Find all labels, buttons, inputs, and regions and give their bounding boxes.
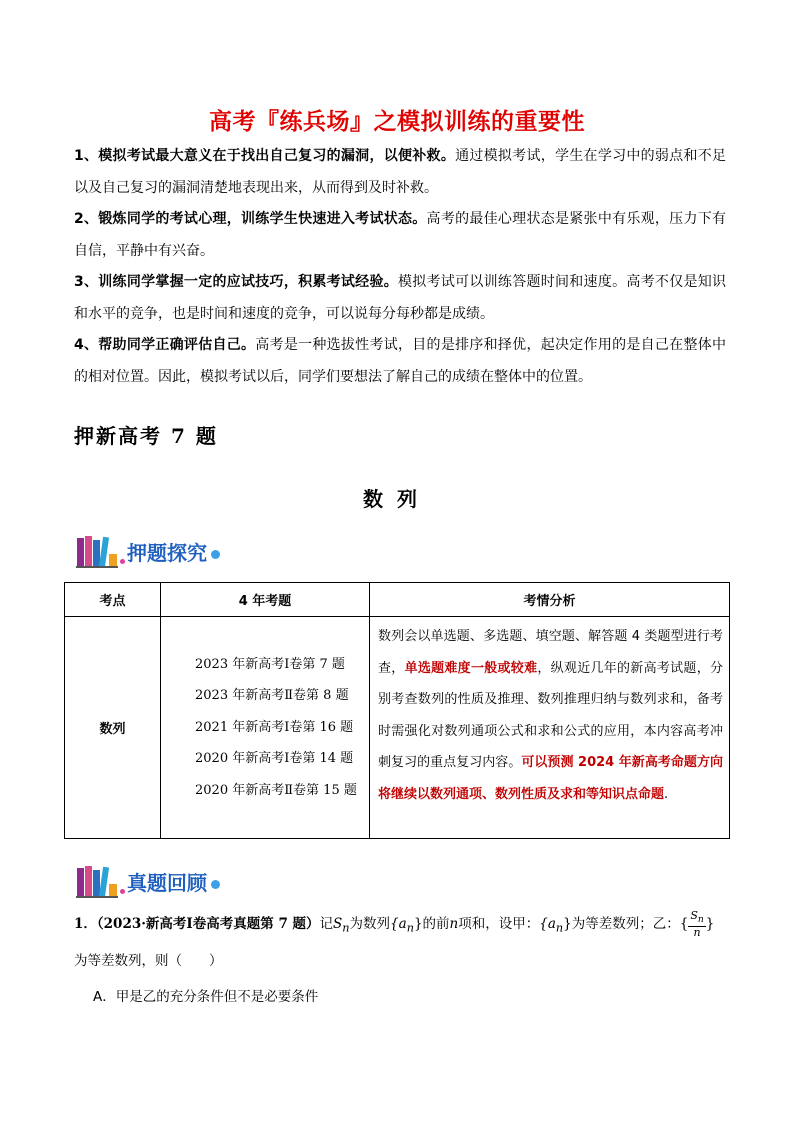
page-title: 高考『练兵场』之模拟训练的重要性 (209, 109, 585, 135)
table-row (65, 617, 730, 839)
list-item: 2023 年新高考Ⅱ卷第 8 题 (195, 688, 349, 704)
list-item: 2021 年新高考Ⅰ卷第 16 题 (195, 719, 354, 735)
years-cell (161, 617, 370, 839)
table-header: 4 年考题 (161, 583, 370, 617)
banner-prediction-label: 押题探究 (127, 541, 207, 565)
books-icon (76, 864, 118, 898)
list-item: 2023 年新高考Ⅰ卷第 7 题 (195, 656, 345, 672)
fraction: $\frac{S_n}{n}$ (690, 908, 704, 940)
question-1: 1．（2023·新高考Ⅰ卷高考真题第 7 题）记$S_n$为数列$\{a_n\}$的前n项和，设甲：$\{a_n\}$为等差数列；乙：{ $\frac{S_n}{n}$ }为等差数列，则（ ） (74, 908, 715, 969)
point-2: 2、锻炼同学的考试心理，训练学生快速进入考试状态。高考的最佳心理状态是紧张中有乐观，压力下有自信，平静中有兴奋。 (74, 211, 726, 259)
table-header: 考情分析 (370, 583, 730, 617)
analysis-text: 数列会以单选题、多选题、填空题、解答题 4 类题型进行考查，单选题难度一般或较难，纵观近几年的新高考试题，分别考查数列的性质及推理、数列推理归纳与数列求和，备考时需强化对数列通项公式和求和公式的应用，本内容高考冲刺复习的重点复习内容。可以预测 2024 年新高考命题方向将继续以数列通项、数列性质及求和等知识点命题. (378, 629, 723, 802)
analysis-cell (370, 617, 730, 839)
category-cell: 数列 (65, 617, 161, 839)
question-source: （2023·新高考Ⅰ卷高考真题第 7 题） (96, 916, 320, 932)
question-number: 1． (74, 916, 97, 932)
books-icon (76, 534, 118, 568)
dot-icon (120, 559, 125, 564)
topic-title: 数列 (363, 487, 431, 511)
importance-points (74, 141, 726, 393)
dot-icon (211, 550, 220, 559)
banner-past-questions-label: 真题回顾 (127, 871, 207, 895)
table-header-row (65, 583, 730, 617)
point-1: 1、模拟考试最大意义在于找出自己复习的漏洞，以便补救。通过模拟考试，学生在学习中的弱点和不足以及自己复习的漏洞清楚地表现出来，从而得到及时补救。 (74, 148, 726, 196)
table-header: 考点 (65, 583, 161, 617)
list-item: 2020 年新高考Ⅰ卷第 14 题 (195, 751, 354, 767)
option-a: A．甲是乙的充分条件但不是必要条件 (93, 989, 319, 1005)
dot-icon (211, 880, 220, 889)
dot-icon (120, 889, 125, 894)
banner-past-questions (76, 858, 220, 898)
section-heading: 押新高考 7 题 (74, 424, 218, 448)
banner-prediction (76, 528, 220, 568)
list-item: 2020 年新高考Ⅱ卷第 15 题 (195, 782, 357, 798)
point-3: 3、训练同学掌握一定的应试技巧，积累考试经验。模拟考试可以训练答题时间和速度。高考不仅是知识和水平的竞争，也是时间和速度的竞争，可以说每分每秒都是成绩。 (74, 274, 727, 322)
analysis-table (64, 582, 730, 839)
point-4: 4、帮助同学正确评估自己。高考是一种选拔性考试，目的是排序和择优，起决定作用的是自己在整体中的相对位置。因此，模拟考试以后，同学们要想法了解自己的成绩在整体中的位置。 (74, 337, 726, 385)
